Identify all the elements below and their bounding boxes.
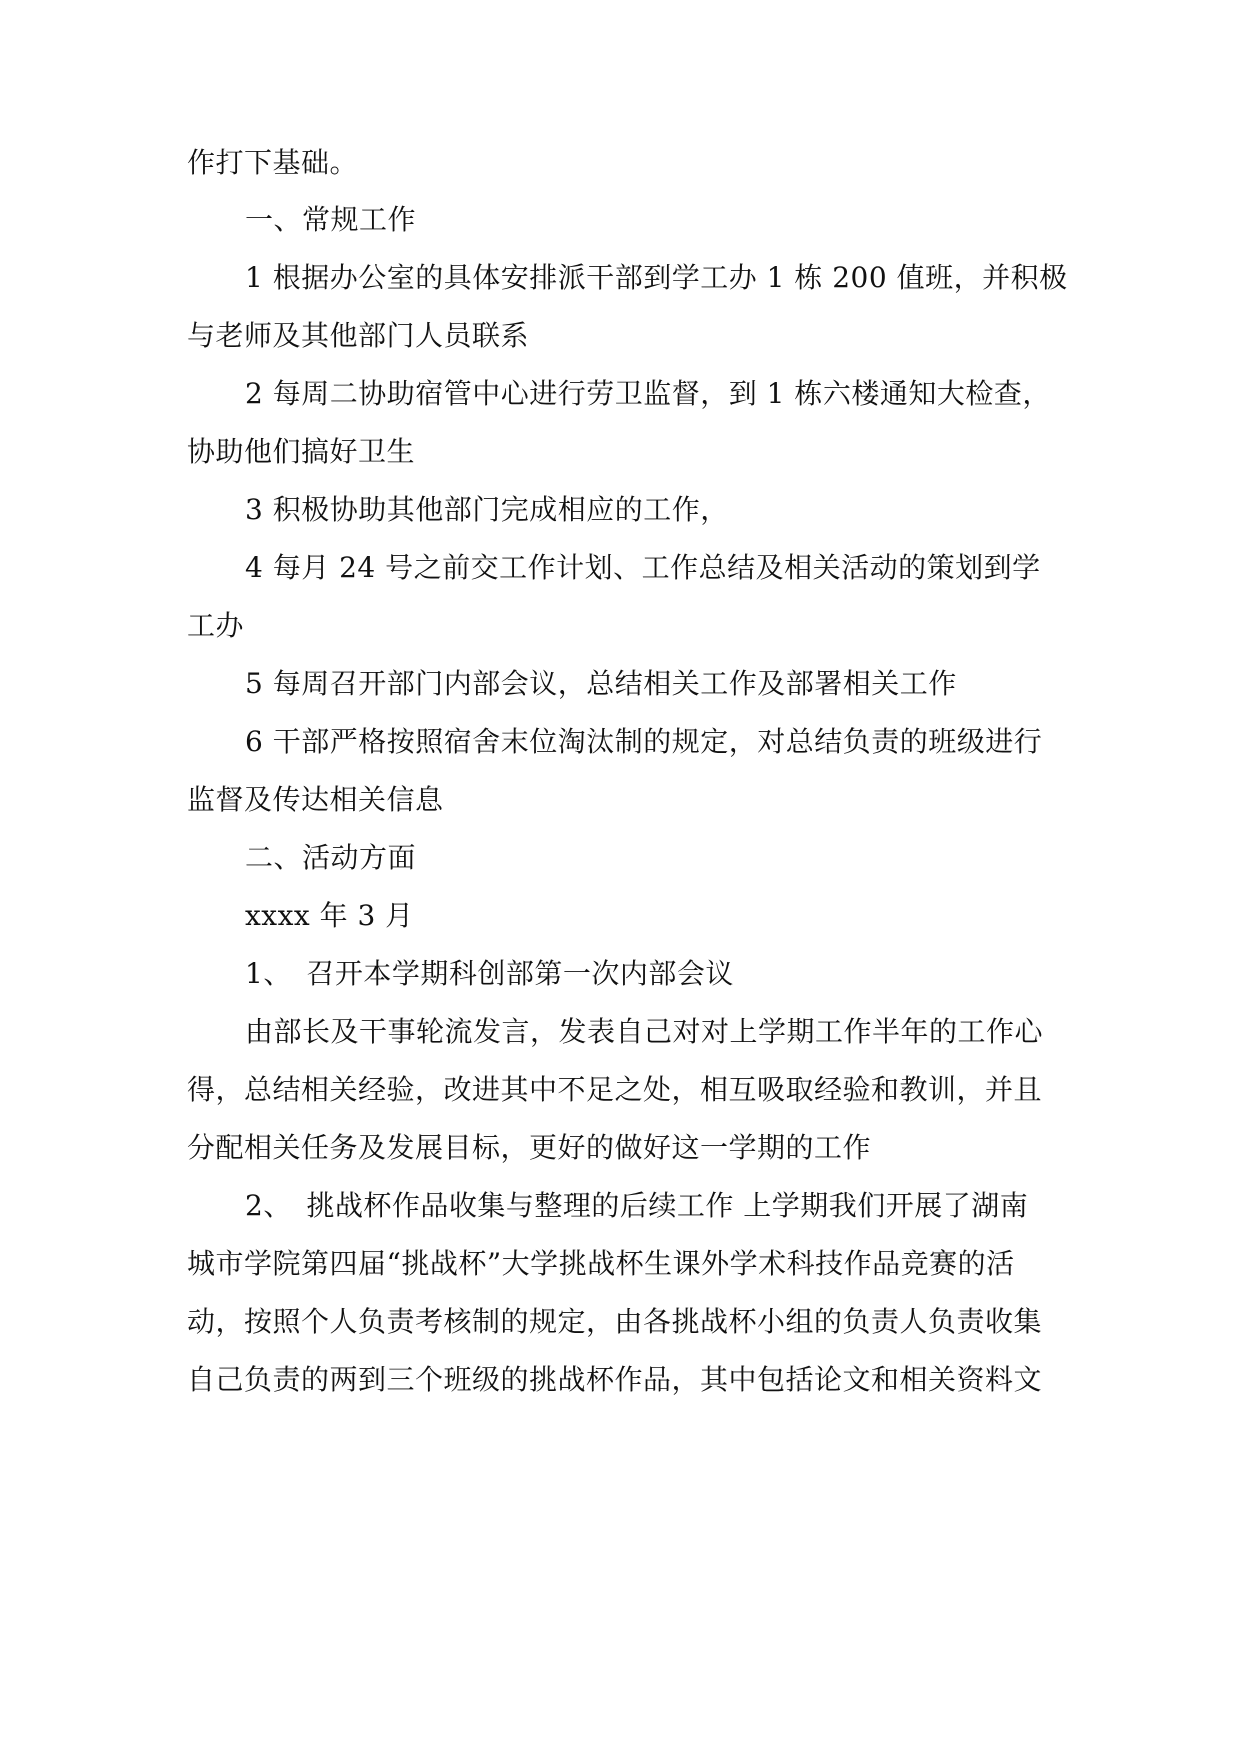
text-line: 与老师及其他部门人员联系 bbox=[187, 319, 530, 352]
text-line: 4 每月 24 号之前交工作计划、工作总结及相关活动的策划到学 bbox=[245, 551, 1041, 584]
text-line: 工办 bbox=[187, 609, 245, 642]
text-line: 城市学院第四届“挑战杯”大学挑战杯生课外学术科技作品竞赛的活 bbox=[187, 1247, 1015, 1280]
text-line: 5 每周召开部门内部会议，总结相关工作及部署相关工作 bbox=[245, 667, 957, 700]
text-line: 自己负责的两到三个班级的挑战杯作品，其中包括论文和相关资料文 bbox=[187, 1363, 1043, 1396]
text-line: 监督及传达相关信息 bbox=[187, 783, 444, 816]
item-heading: 2、 挑战杯作品收集与整理的后续工作 上学期我们开展了湖南 bbox=[245, 1189, 1029, 1222]
text-line: 协助他们搞好卫生 bbox=[187, 435, 416, 468]
text-line: 1 根据办公室的具体安排派干部到学工办 1 栋 200 值班，并积极 bbox=[245, 261, 1068, 294]
text-line: 得，总结相关经验，改进其中不足之处，相互吸取经验和教训，并且 bbox=[187, 1073, 1043, 1106]
date-line: xxxx 年 3 月 bbox=[245, 899, 414, 932]
text-line: 3 积极协助其他部门完成相应的工作， bbox=[245, 493, 729, 526]
text-line: 分配相关任务及发展目标，更好的做好这一学期的工作 bbox=[187, 1131, 872, 1164]
section-heading: 一、常规工作 bbox=[245, 203, 417, 236]
item-heading: 1、 召开本学期科创部第一次内部会议 bbox=[245, 957, 734, 990]
text-line: 6 干部严格按照宿舍末位淘汰制的规定，对总结负责的班级进行 bbox=[245, 725, 1043, 758]
text-line: 动，按照个人负责考核制的规定，由各挑战杯小组的负责人负责收集 bbox=[187, 1305, 1043, 1338]
text-line: 作打下基础。 bbox=[187, 146, 359, 179]
text-line: 由部长及干事轮流发言，发表自己对对上学期工作半年的工作心 bbox=[245, 1015, 1044, 1048]
text-line: 2 每周二协助宿管中心进行劳卫监督，到 1 栋六楼通知大检查， bbox=[245, 377, 1051, 410]
section-heading: 二、活动方面 bbox=[245, 841, 417, 874]
